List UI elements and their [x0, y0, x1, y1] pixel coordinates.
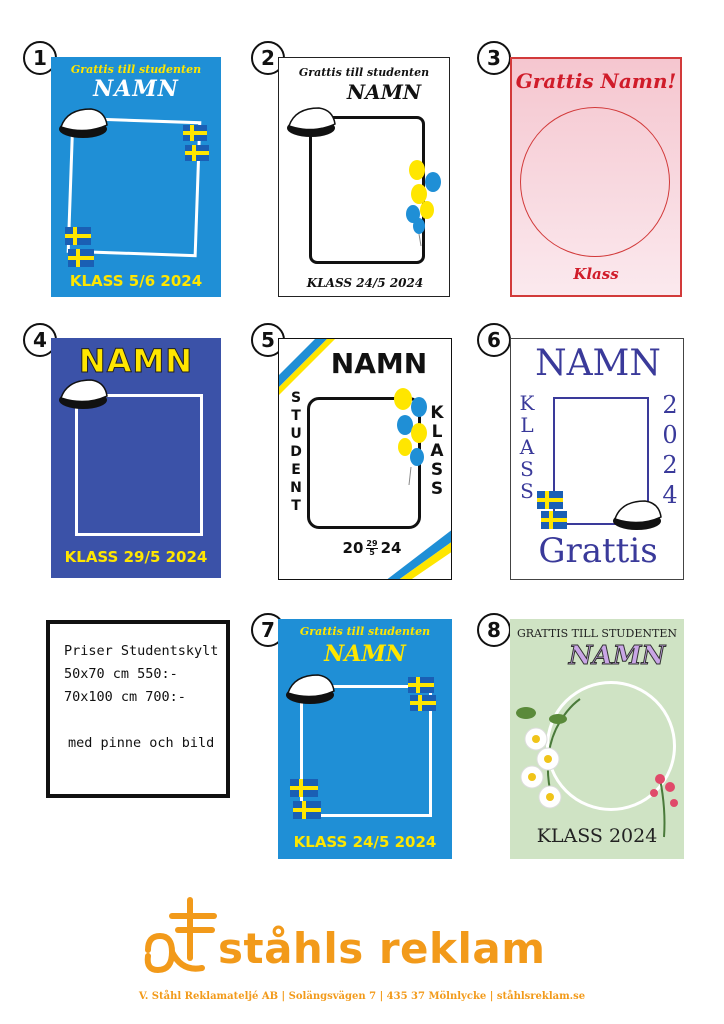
- price-line-large: 70x100 cm 700:-: [64, 689, 186, 705]
- vertical-letter: 2: [662, 391, 678, 419]
- price-note: med pinne och bild: [68, 735, 215, 751]
- photo-frame: [520, 107, 670, 257]
- vertical-letter: 4: [662, 481, 678, 509]
- card-name: NAMN: [568, 641, 666, 671]
- student-cap-icon: [611, 497, 663, 531]
- swedish-flag-icon: [408, 677, 438, 717]
- card-bottom-text: KLASS 24/5 2024: [293, 833, 437, 851]
- vertical-letter: 0: [662, 421, 678, 449]
- sign-card-8[interactable]: [510, 619, 684, 859]
- card-number-4: 4: [23, 323, 57, 357]
- price-box: [46, 620, 230, 798]
- card-number-3: 3: [477, 41, 511, 75]
- card-bottom-text: KLASS 24/5 2024: [306, 276, 424, 290]
- price-title: Priser Studentskylt: [64, 643, 219, 659]
- date-block: [327, 539, 417, 557]
- card-number-1: 1: [23, 41, 57, 75]
- swedish-flag-icon: [65, 227, 95, 269]
- sign-card-5[interactable]: [278, 338, 452, 580]
- photo-frame: [75, 394, 203, 536]
- vertical-letter: T: [291, 408, 301, 424]
- card-bottom-text: Klass: [573, 265, 619, 283]
- card-name: NAMN: [535, 343, 661, 384]
- vertical-letter: S: [430, 479, 444, 499]
- date-right: 24: [380, 539, 402, 557]
- sign-card-3[interactable]: [510, 57, 682, 297]
- sign-card-1[interactable]: [51, 57, 221, 297]
- student-cap-icon: [284, 671, 336, 705]
- balloons-icon: [391, 387, 431, 487]
- student-cap-icon: [57, 105, 109, 139]
- vertical-letter: K: [430, 403, 444, 423]
- vertical-letter: E: [291, 462, 301, 478]
- vertical-text-left: [289, 391, 303, 517]
- card-name: NAMN: [346, 80, 422, 104]
- vertical-letter: K: [519, 391, 535, 415]
- vertical-text-right: [659, 393, 681, 513]
- vertical-letter: N: [290, 480, 302, 496]
- vertical-letter: 2: [662, 451, 678, 479]
- vertical-letter: S: [520, 479, 534, 503]
- vertical-letter: L: [431, 422, 443, 442]
- date-numerator: 29: [366, 538, 378, 548]
- card-bottom-text: KLASS 29/5 2024: [64, 548, 208, 566]
- card-number-2: 2: [251, 41, 285, 75]
- card-name: NAMN: [78, 342, 194, 380]
- date-fraction: [366, 540, 377, 557]
- footer-address: V. Ståhl Reklamateljé AB | Solängsvägen 7 | 435 37 Mölnlycke | ståhlsreklam.se: [138, 991, 586, 1002]
- date-denominator: 5: [369, 547, 375, 557]
- card-number-8: 8: [477, 613, 511, 647]
- vertical-letter: L: [520, 413, 534, 437]
- vertical-letter: A: [519, 435, 535, 459]
- card-top-text: Grattis till studenten: [298, 66, 430, 79]
- brand-name: ståhls reklam: [218, 924, 546, 973]
- vertical-letter: D: [290, 444, 302, 460]
- card-number-7: 7: [251, 613, 285, 647]
- card-name: NAMN: [93, 76, 179, 102]
- card-name: NAMN: [324, 641, 406, 667]
- card-top-text: GRATTIS TILL STUDENTEN: [516, 627, 678, 640]
- price-line-small: 50x70 cm 550:-: [64, 666, 178, 682]
- card-top-text: Grattis till studenten: [70, 63, 202, 76]
- card-top-text: Grattis Namn!: [515, 69, 677, 93]
- vertical-letter: S: [520, 457, 534, 481]
- vertical-letter: A: [430, 441, 444, 461]
- swedish-flag-icon: [290, 779, 322, 823]
- balloons-icon: [407, 158, 447, 248]
- swedish-flag-icon: [183, 125, 209, 165]
- card-bottom-text: KLASS 2024: [536, 825, 658, 847]
- vertical-letter: S: [430, 460, 444, 480]
- vertical-letter: U: [290, 426, 302, 442]
- logo-icon: [142, 896, 222, 980]
- vertical-letter: T: [291, 498, 301, 514]
- card-name: NAMN: [330, 347, 428, 380]
- date-left: 20: [342, 539, 364, 557]
- sign-card-4[interactable]: [51, 338, 221, 578]
- card-bottom-text: KLASS 5/6 2024: [69, 272, 203, 290]
- sign-card-6[interactable]: [510, 338, 684, 580]
- student-cap-icon: [57, 376, 109, 410]
- student-cap-icon: [285, 104, 337, 138]
- card-number-5: 5: [251, 323, 285, 357]
- sign-card-7[interactable]: [278, 619, 452, 859]
- flowers-icon: [512, 669, 582, 809]
- swedish-flag-icon: [537, 491, 569, 531]
- price-lines: [64, 640, 218, 755]
- vertical-letter: S: [290, 390, 302, 406]
- card-bottom-text: Grattis: [538, 531, 658, 571]
- card-number-6: 6: [477, 323, 511, 357]
- vertical-text-left: [517, 393, 537, 503]
- sign-card-2[interactable]: [278, 57, 450, 297]
- vertical-text-right: [429, 405, 445, 500]
- card-top-text: Grattis till studenten: [299, 625, 431, 638]
